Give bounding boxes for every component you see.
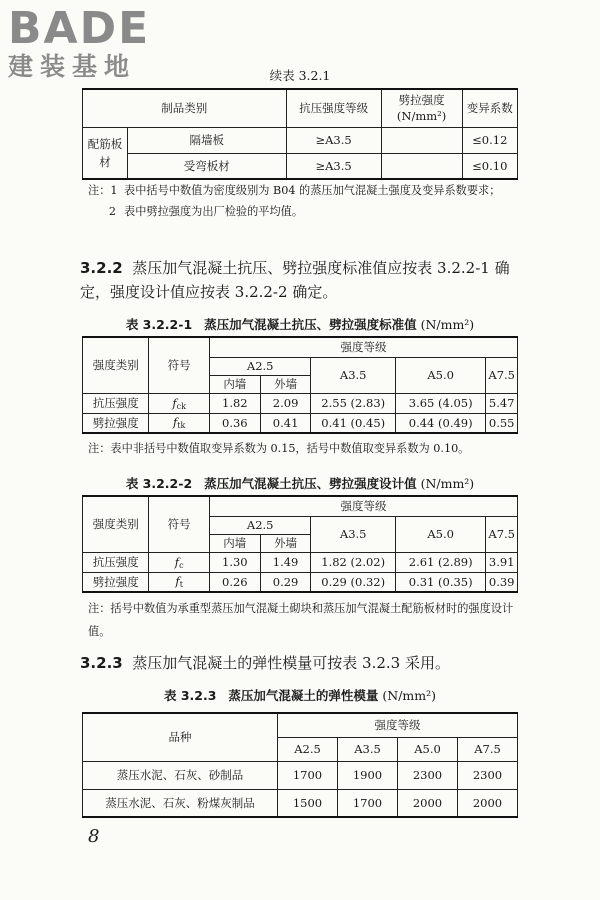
row-symbol: $f_c$ <box>149 552 210 572</box>
table-cell: 0.39 <box>486 572 518 592</box>
header-a50: A5.0 <box>395 516 485 552</box>
table-cell: ≥A3.5 <box>286 153 381 179</box>
table-cell: 0.31 (0.35) <box>395 572 485 592</box>
header-a75: A7.5 <box>486 357 518 393</box>
logo-subtitle: 建装基地 <box>8 52 137 81</box>
row-symbol: $f_{ck}$ <box>149 393 210 413</box>
table-3221 <box>82 336 518 434</box>
header-inner: 内墙 <box>209 375 260 393</box>
table-cell <box>381 127 462 153</box>
table-3222-note: 注：括号中数值为承重型蒸压加气混凝土砌块和蒸压加气混凝土配筋板材时的强度设计值。 <box>88 602 514 638</box>
section-323 <box>80 651 536 675</box>
table-cell: 2300 <box>398 761 458 789</box>
table-cell: 1.49 <box>260 552 311 572</box>
row-type: 抗压强度 <box>83 552 149 572</box>
table-321-notes <box>88 180 528 222</box>
header-cell <box>381 89 462 127</box>
group-label: 配筋板材 <box>83 127 128 179</box>
header-grade: 强度等级 <box>209 337 517 357</box>
table-323-caption <box>0 686 600 704</box>
caption-number: 表 3.2.2-2 <box>125 476 193 491</box>
row-type: 劈拉强度 <box>83 572 149 592</box>
caption-number: 表 3.2.2-1 <box>125 317 193 332</box>
table-3221-note: 注：表中非括号中数值取变异系数为 0.15，括号中数值取变异系数为 0.10。 <box>88 442 470 455</box>
table-cell: 2.09 <box>260 393 311 413</box>
row-symbol: $f_{tk}$ <box>149 413 210 433</box>
table-cell: 2000 <box>458 789 518 817</box>
caption-number: 表 3.2.3 <box>164 688 217 703</box>
table-cell: 0.44 (0.49) <box>395 413 485 433</box>
caption-unit: (N/mm²) <box>420 476 475 491</box>
header-cell: 抗压强度等级 <box>286 89 381 127</box>
table-cell: 受弯板材 <box>128 153 287 179</box>
table-cell: 1700 <box>278 761 338 789</box>
header-a35: A3.5 <box>311 516 395 552</box>
header-a25: A2.5 <box>209 516 311 534</box>
table-3221-caption <box>0 315 600 333</box>
row-symbol: $f_t$ <box>149 572 210 592</box>
caption-title: 蒸压加气混凝土抗压、劈拉强度设计值 <box>204 476 417 491</box>
header-a50: A5.0 <box>395 357 485 393</box>
table-cell: ≤0.10 <box>462 153 517 179</box>
note-text: 表中括号中数值为密度级别为 B04 的蒸压加气混凝土强度及变异系数要求； <box>124 184 501 197</box>
header-type: 强度类别 <box>83 337 149 393</box>
table-cell: 3.91 <box>486 552 518 572</box>
header-a35: A3.5 <box>311 357 395 393</box>
table-cell: 0.26 <box>209 572 260 592</box>
note-number: 注：1 <box>88 184 118 197</box>
header-outer: 外墙 <box>260 375 311 393</box>
header-grade: 强度等级 <box>209 496 517 516</box>
note-number: 2 <box>108 205 116 218</box>
table-cell <box>381 153 462 179</box>
table-cell: 0.41 <box>260 413 311 433</box>
table-cell: 0.36 <box>209 413 260 433</box>
table-cell: 0.29 (0.32) <box>311 572 395 592</box>
table-cell: ≤0.12 <box>462 127 517 153</box>
header-kind: 品种 <box>83 713 278 761</box>
table-cell: 2.55 (2.83) <box>311 393 395 413</box>
table-row <box>83 413 518 433</box>
table-cell: ≥A3.5 <box>286 127 381 153</box>
section-number: 3.2.2 <box>80 259 123 277</box>
header-grade-col: A3.5 <box>338 737 398 761</box>
header-symbol: 符号 <box>149 337 210 393</box>
table-cell: 0.29 <box>260 572 311 592</box>
caption-unit: (N/mm²) <box>420 317 475 332</box>
table-3222 <box>82 495 518 593</box>
table-cell: 1900 <box>338 761 398 789</box>
table-cell: 2300 <box>458 761 518 789</box>
table-cell: 0.55 <box>486 413 518 433</box>
header-cell: 制品类别 <box>83 89 287 127</box>
section-number: 3.2.3 <box>80 654 123 672</box>
table-cell: 0.41 (0.45) <box>311 413 395 433</box>
header-split-unit: (N/mm²) <box>396 109 447 124</box>
header-grade-col: A7.5 <box>458 737 518 761</box>
header-grade: 强度等级 <box>278 713 518 737</box>
table-row <box>83 789 518 817</box>
section-text: 蒸压加气混凝土抗压、劈拉强度标准值应按表 3.2.2-1 确定，强度设计值应按表 3.2.2-2 确定。 <box>80 259 510 301</box>
table-row <box>83 552 518 572</box>
header-a75: A7.5 <box>486 516 518 552</box>
page-number: 8 <box>88 826 100 847</box>
row-kind: 蒸压水泥、石灰、砂制品 <box>83 761 278 789</box>
note-text: 表中劈拉强度为出厂检验的平均值。 <box>124 205 304 218</box>
table-cell: 3.65 (4.05) <box>395 393 485 413</box>
table-cell: 1.82 <box>209 393 260 413</box>
table-cell: 5.47 <box>486 393 518 413</box>
caption-unit: (N/mm²) <box>382 688 436 703</box>
section-text: 蒸压加气混凝土的弹性模量可按表 3.2.3 采用。 <box>132 654 450 672</box>
header-symbol: 符号 <box>149 496 210 552</box>
table-cell: 1700 <box>338 789 398 817</box>
table-cell: 2.61 (2.89) <box>395 552 485 572</box>
table-323 <box>82 712 518 818</box>
header-grade-col: A2.5 <box>278 737 338 761</box>
logo-brand: BADE <box>8 3 151 54</box>
header-cell: 变异系数 <box>462 89 517 127</box>
header-inner: 内墙 <box>209 534 260 552</box>
table-321-caption: 续表 3.2.1 <box>269 68 331 83</box>
table-row <box>83 572 518 592</box>
header-split-label: 劈拉强度 <box>398 93 445 108</box>
table-cell: 1500 <box>278 789 338 817</box>
header-a25: A2.5 <box>209 357 311 375</box>
table-row <box>83 393 518 413</box>
row-type: 抗压强度 <box>83 393 149 413</box>
caption-title: 蒸压加气混凝土抗压、劈拉强度标准值 <box>204 317 417 332</box>
table-cell: 1.30 <box>209 552 260 572</box>
header-grade-col: A5.0 <box>398 737 458 761</box>
row-type: 劈拉强度 <box>83 413 149 433</box>
table-cell: 1.82 (2.02) <box>311 552 395 572</box>
table-row <box>83 761 518 789</box>
table-cell: 隔墙板 <box>128 127 287 153</box>
caption-title: 蒸压加气混凝土的弹性模量 <box>228 688 379 703</box>
table-321-cont <box>82 88 518 180</box>
table-cell: 2000 <box>398 789 458 817</box>
table-3222-caption <box>0 474 600 492</box>
section-322 <box>80 256 536 304</box>
header-outer: 外墙 <box>260 534 311 552</box>
row-kind: 蒸压水泥、石灰、粉煤灰制品 <box>83 789 278 817</box>
header-type: 强度类别 <box>83 496 149 552</box>
